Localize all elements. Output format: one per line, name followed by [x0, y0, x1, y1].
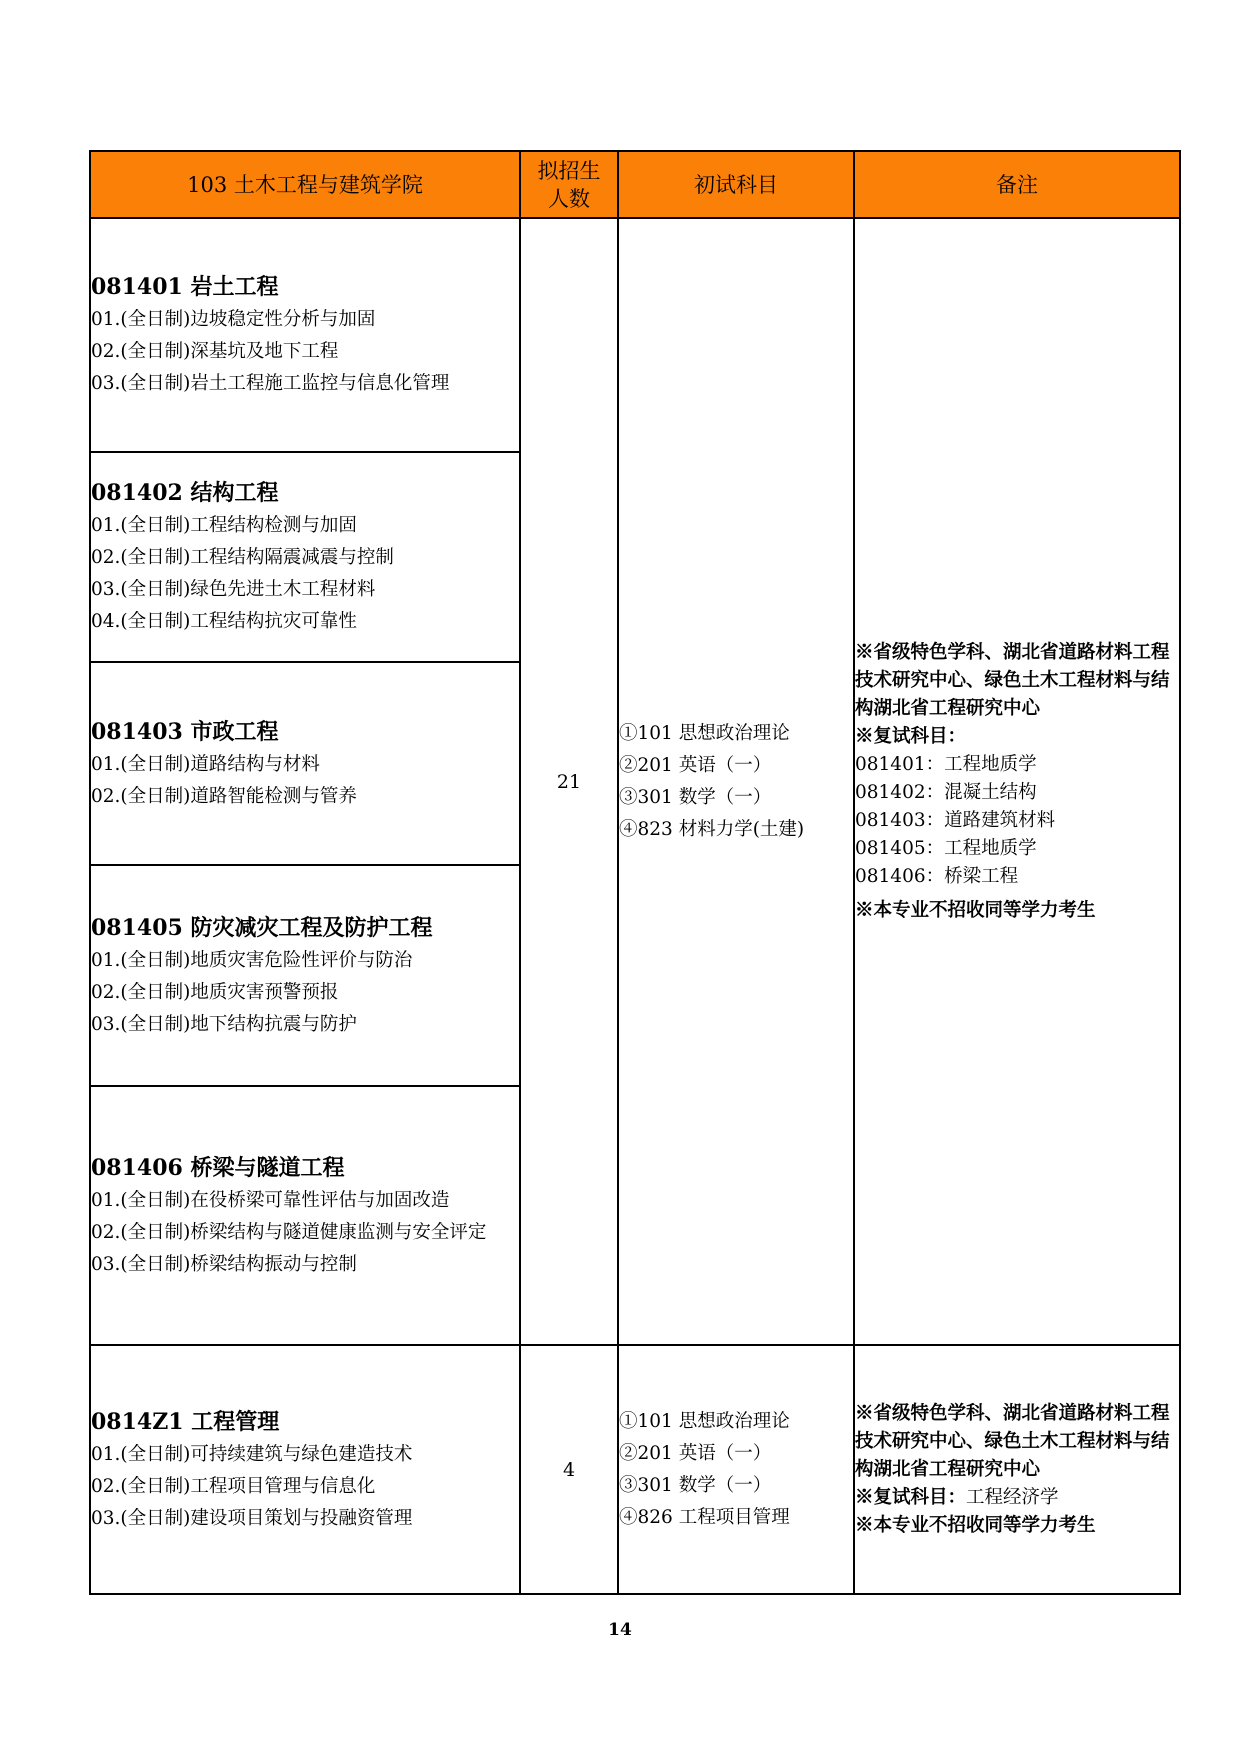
direction-item: 02.(全日制)深基坑及地下工程: [91, 341, 339, 362]
direction-item: 03.(全日制)建设项目策划与投融资管理: [91, 1507, 413, 1529]
notes-no-equivalent: ※本专业不招收同等学力考生: [855, 899, 1096, 921]
notes-retest-label: ※复试科目：: [855, 725, 967, 747]
program-081402: [90, 452, 520, 662]
direction-item: 02.(全日制)工程项目管理与信息化: [91, 1475, 376, 1497]
admissions-table: [89, 150, 1181, 1595]
notes: [854, 218, 1180, 1345]
direction-item: 01.(全日制)工程结构检测与加固: [91, 515, 357, 536]
direction-item: 01.(全日制)道路结构与材料: [91, 753, 320, 775]
program-title: 081406 桥梁与隧道工程: [91, 1154, 345, 1181]
exam-item: ③301 数学（一）: [619, 786, 772, 808]
exam-item: ①101 思想政治理论: [619, 722, 790, 744]
program-081406: [90, 1086, 520, 1345]
header-college: 103 土木工程与建筑学院: [90, 151, 520, 218]
exam-item: ③301 数学（一）: [619, 1474, 772, 1496]
enrollment-count: 21: [520, 218, 618, 1345]
program-title: 081405 防灾减灾工程及防护工程: [91, 914, 433, 941]
notes: [854, 1345, 1180, 1594]
exam-subjects: [618, 218, 854, 1345]
program-row: [90, 218, 1180, 452]
header-count-line1: 拟招生: [537, 158, 601, 183]
header-notes: 备注: [854, 151, 1180, 218]
direction-item: 03.(全日制)绿色先进土木工程材料: [91, 579, 376, 600]
notes-retest-value: 工程经济学: [966, 1486, 1059, 1508]
enrollment-count: 4: [520, 1345, 618, 1594]
header-count-line2: 人数: [548, 186, 590, 211]
retest-item: 081402：混凝土结构: [855, 781, 1037, 803]
retest-item: 081406：桥梁工程: [855, 865, 1019, 887]
program-title: 0814Z1 工程管理: [91, 1408, 280, 1435]
program-081401: [90, 218, 520, 452]
direction-item: 02.(全日制)道路智能检测与管养: [91, 785, 357, 807]
program-row: [90, 1345, 1180, 1594]
exam-item: ②201 英语（一）: [619, 1442, 772, 1464]
notes-retest: [855, 1484, 1179, 1512]
direction-item: 04.(全日制)工程结构抗灾可靠性: [91, 611, 357, 632]
direction-item: 01.(全日制)在役桥梁可靠性评估与加固改造: [91, 1189, 450, 1211]
direction-item: 03.(全日制)地下结构抗震与防护: [91, 1013, 357, 1035]
direction-item: 02.(全日制)地质灾害预警预报: [91, 981, 339, 1003]
exam-subjects: [618, 1345, 854, 1594]
direction-item: 03.(全日制)岩土工程施工监控与信息化管理: [91, 373, 450, 394]
direction-item: 01.(全日制)可持续建筑与绿色建造技术: [91, 1443, 413, 1465]
program-081405: [90, 865, 520, 1086]
retest-item: 081403：道路建筑材料: [855, 809, 1056, 831]
exam-item: ④826 工程项目管理: [619, 1506, 790, 1528]
direction-item: 01.(全日制)边坡稳定性分析与加固: [91, 309, 376, 330]
exam-item: ④823 材料力学(土建): [619, 818, 805, 840]
header-exams: 初试科目: [618, 151, 854, 218]
exam-item: ①101 思想政治理论: [619, 1410, 790, 1432]
page-number: 14: [608, 1620, 632, 1640]
notes-highlight: ※省级特色学科、湖北省道路材料工程技术研究中心、绿色土木工程材料与结构湖北省工程研究中心: [855, 1402, 1170, 1480]
direction-item: 01.(全日制)地质灾害危险性评价与防治: [91, 949, 413, 971]
direction-item: 02.(全日制)工程结构隔震减震与控制: [91, 547, 394, 568]
program-title: 081402 结构工程: [91, 480, 279, 506]
header-count: [520, 151, 618, 218]
notes-retest-label: ※复试科目：: [855, 1486, 967, 1508]
exam-item: ②201 英语（一）: [619, 754, 772, 776]
program-title: 081401 岩土工程: [91, 274, 279, 300]
notes-highlight: ※省级特色学科、湖北省道路材料工程技术研究中心、绿色土木工程材料与结构湖北省工程研究中心: [855, 641, 1170, 719]
program-0814Z1: [90, 1345, 520, 1594]
retest-item: 081405：工程地质学: [855, 837, 1037, 859]
header-row: [90, 151, 1180, 218]
program-081403: [90, 662, 520, 865]
retest-item: 081401：工程地质学: [855, 753, 1037, 775]
notes-no-equivalent: ※本专业不招收同等学力考生: [855, 1514, 1096, 1536]
program-title: 081403 市政工程: [91, 718, 279, 745]
direction-item: 02.(全日制)桥梁结构与隧道健康监测与安全评定: [91, 1221, 487, 1243]
direction-item: 03.(全日制)桥梁结构振动与控制: [91, 1253, 357, 1275]
